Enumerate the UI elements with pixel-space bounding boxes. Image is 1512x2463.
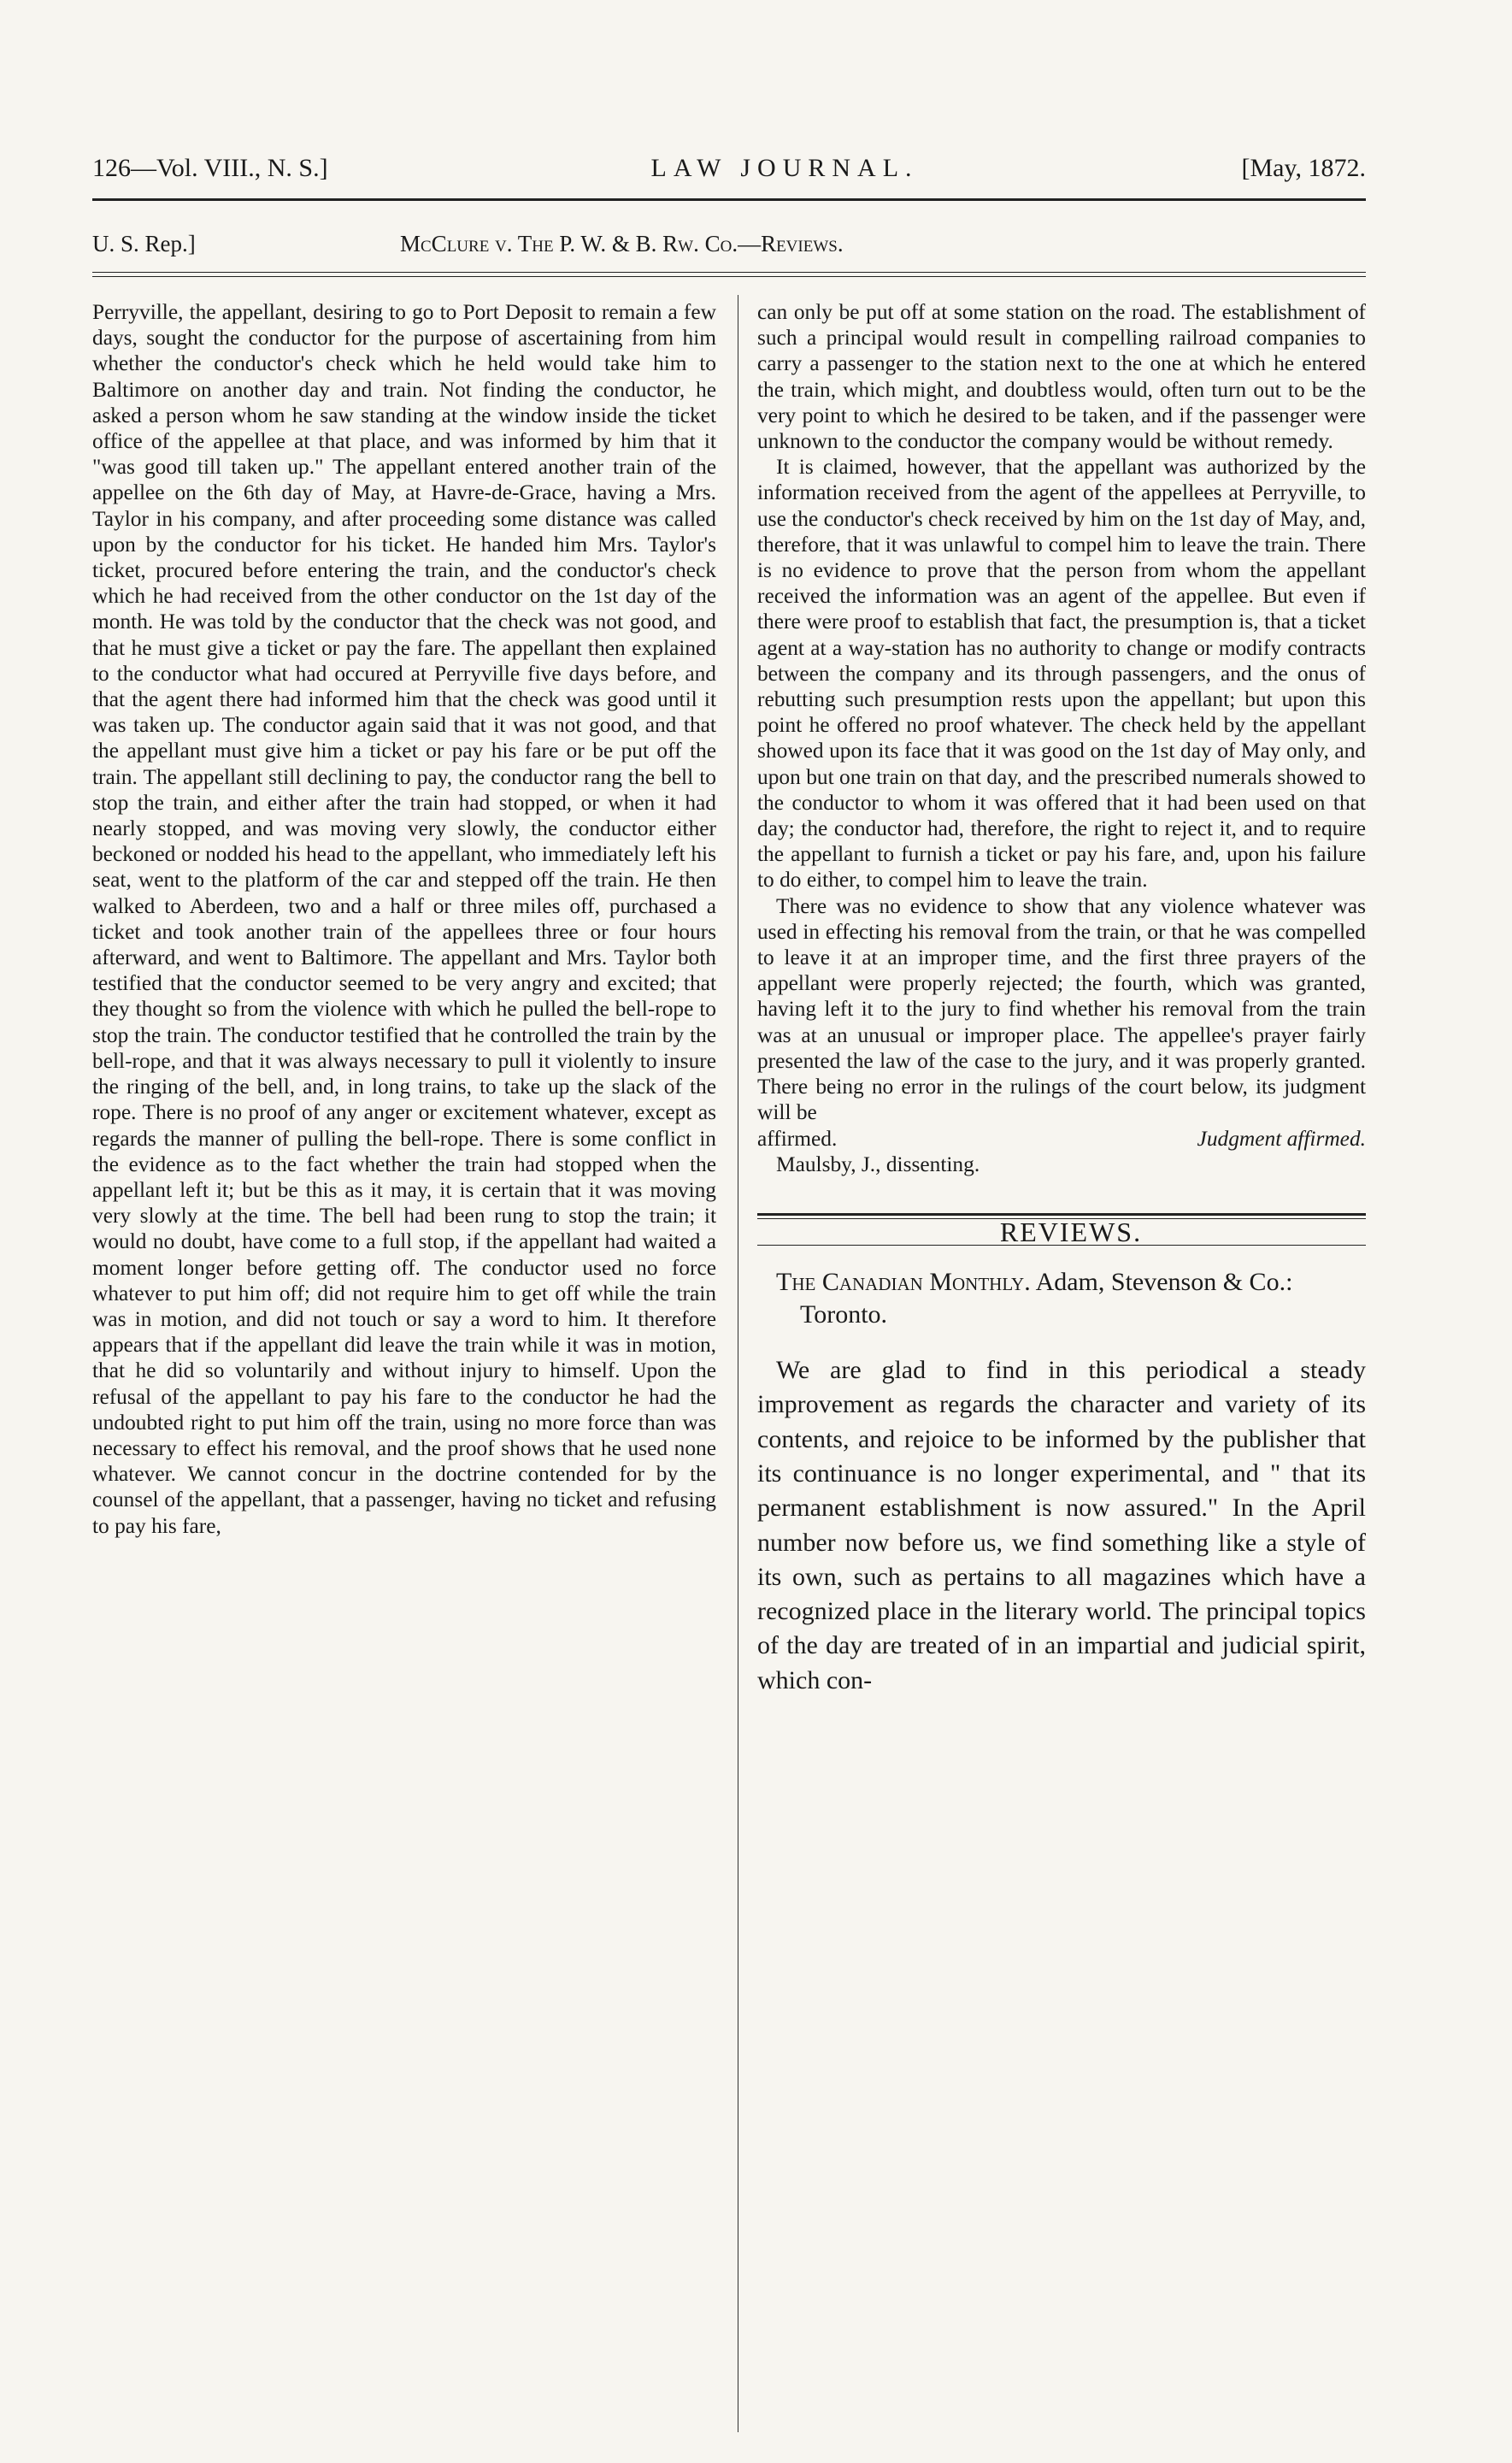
- right-paragraph-1: can only be put off at some station on the road. The establishment of such a principal would result in compelling railroad companies to carry a passenger to the station next to the one at which he entered the train, which might, and doubtless would, often turn out to be the very point to which he desired to be taken, and if the passenger were unknown to the conductor the company would be without remedy.: [757, 300, 1366, 454]
- review-place: Toronto.: [800, 1300, 888, 1329]
- reviews-heading: REVIEWS.: [999, 1216, 1143, 1247]
- right-column: [757, 299, 1366, 1698]
- review-periodical-title: The Canadian Monthly.: [776, 1268, 1031, 1297]
- subheader-report: U. S. Rep.]: [92, 231, 196, 256]
- subheader-case-title: McClure v. The P. W. & B. Rw. Co.—Reviews.: [400, 231, 844, 256]
- journal-page: [92, 0, 1366, 2463]
- verdict-text: affirmed.: [757, 1126, 838, 1151]
- header-journal-title: LAW JOURNAL.: [650, 154, 919, 182]
- header-page-volume: 126—Vol. VIII., N. S.]: [92, 154, 328, 182]
- subheader-rule-bottom: [92, 276, 1366, 277]
- running-header: [92, 154, 1366, 183]
- header-rule: [92, 198, 1366, 201]
- left-paragraph-1: Perryville, the appellant, desiring to go to Port Deposit to remain a few days, sought the conductor for the purpose of ascertaining from him whether the conductor's check which he held would take him to Baltimore on another day and train. Not finding the conductor, he asked a person whom he saw standing at the window inside the ticket office of the appellee at that place, and was informed by him that it "was good till taken up." The appellant entered another train of the appellee on the 6th day of May, at Havre-de-Grace, having a Mrs. Taylor in his company, and after proceeding some distance was called upon by the conductor for his ticket. He handed him Mrs. Taylor's ticket, procured before entering the train, and the conductor's check which he had received from the other conductor on the 1st day of the month. He was told by the conductor that the check was not good, and that he must give a ticket or pay the fare. The appellant then explained to the conductor what had occured at Perryville five days before, and that the agent there had informed him that the check was good until it was taken up. The conductor again said that it was not good, and that the appellant must give him a ticket or pay his fare or be put off the train. The appellant still declining to pay, the conductor rang the bell to stop the train, and either after the train had stopped, or when it had nearly stopped, and was moving very slowly, the conductor either beckoned or nodded his head to the appellant, who immediately left his seat, went to the platform of the car and stepped off the train. He then walked to Aberdeen, two and a half or three miles off, purchased a ticket and took another train of the appellees three or four hours afterward, and went to Baltimore. The appellant and Mrs. Taylor both testified that the conductor seemed to be very angry and excited; that they thought so from the violence with which he pulled the bell-rope to stop the train. The conductor testified that he controlled the train by the bell-rope, and that it was always necessary to pull it violently to insure the ringing of the bell, and, in long trains, to take up the slack of the rope. There is no proof of any anger or excitement whatever, except as regards the manner of pulling the bell-rope. There is some conflict in the evidence as to the fact whether the train had stopped when the appellant left it; but be this as it may, it is certain that it was moving very slowly at the time. The bell had been rung to stop the train; it would no doubt, have come to a full stop, if the appellant had waited a moment longer before getting off. The conductor used no force whatever to put him off; did not require him to get off while the train was in motion, and did not touch or say a word to him. It therefore appears that if the appellant did leave the train while it was in motion, that he did so voluntarily and without injury to himself. Upon the refusal of the appellant to pay his fare to the conductor he had the undoubted right to put him off the train, using no more force than was necessary to effect his removal, and the proof shows that he used none whatever. We cannot concur in the doctrine contended for by the counsel of the appellant, that a passenger, having no ticket and refusing to pay his fare,: [92, 300, 716, 1538]
- left-column: [92, 299, 716, 1539]
- review-publisher: Adam, Stevenson & Co.:: [1035, 1268, 1293, 1297]
- dissent-line: Maulsby, J., dissenting.: [776, 1152, 980, 1176]
- review-citation: [757, 1266, 1366, 1331]
- section-rule-thick: [757, 1213, 1366, 1216]
- right-paragraph-3: There was no evidence to show that any violence whatever was used in effecting his removal from the train, or that he was compelled to leave it at an improper time, and the first three prayers of the appellant were properly rejected; the fourth, which was granted, having left it to the jury to find whether his removal from the train was at an unusual or improper place. The appellee's prayer fairly presented the law of the case to the jury, and it was properly granted. There being no error in the rulings of the court below, its judgment will be: [757, 893, 1366, 1125]
- subheader-rule-top: [92, 272, 1366, 273]
- verdict-judgment: Judgment affirmed.: [1197, 1126, 1366, 1151]
- verdict-line: [757, 1126, 1366, 1152]
- review-body: We are glad to find in this periodical a steady improvement as regards the character and variety of its contents, and rejoice to be informed by the publisher that its continuance is no longer experimental, and " that its permanent establishment is now assured." In the April number now before us, we find something like a style of its own, such as pertains to all magazines which have a recognized place in the literary world. The principal topics of the day are treated of in an impartial and judicial spirit, which con-: [757, 1356, 1366, 1694]
- right-paragraph-2: It is claimed, however, that the appellant was authorized by the information received from the agent of the appellees at Perryville, to use the conductor's check received by him on the 1st day of May, and, therefore, that it was unlawful to compel him to leave the train. There is no evidence to prove that the person from whom the appellant received the information was an agent of the appellee. But even if there were proof to establish that fact, the presumption is, that a ticket agent at a way-station has no authority to change or modify contracts between the company and its through passengers, and the onus of rebutting such presumption rests upon the appellant; but upon this point he offered no proof whatever. The check held by the appellant showed upon its face that it was good on the 1st day of May only, and upon but one train on that day, and the prescribed numerals showed to the conductor to whom it was offered that it had been used on that day; the conductor had, therefore, the right to reject it, and to require the appellant to furnish a ticket or pay his fare, and, upon his failure to do either, to compel him to leave the train.: [757, 455, 1366, 893]
- header-date: [May, 1872.: [1241, 154, 1366, 182]
